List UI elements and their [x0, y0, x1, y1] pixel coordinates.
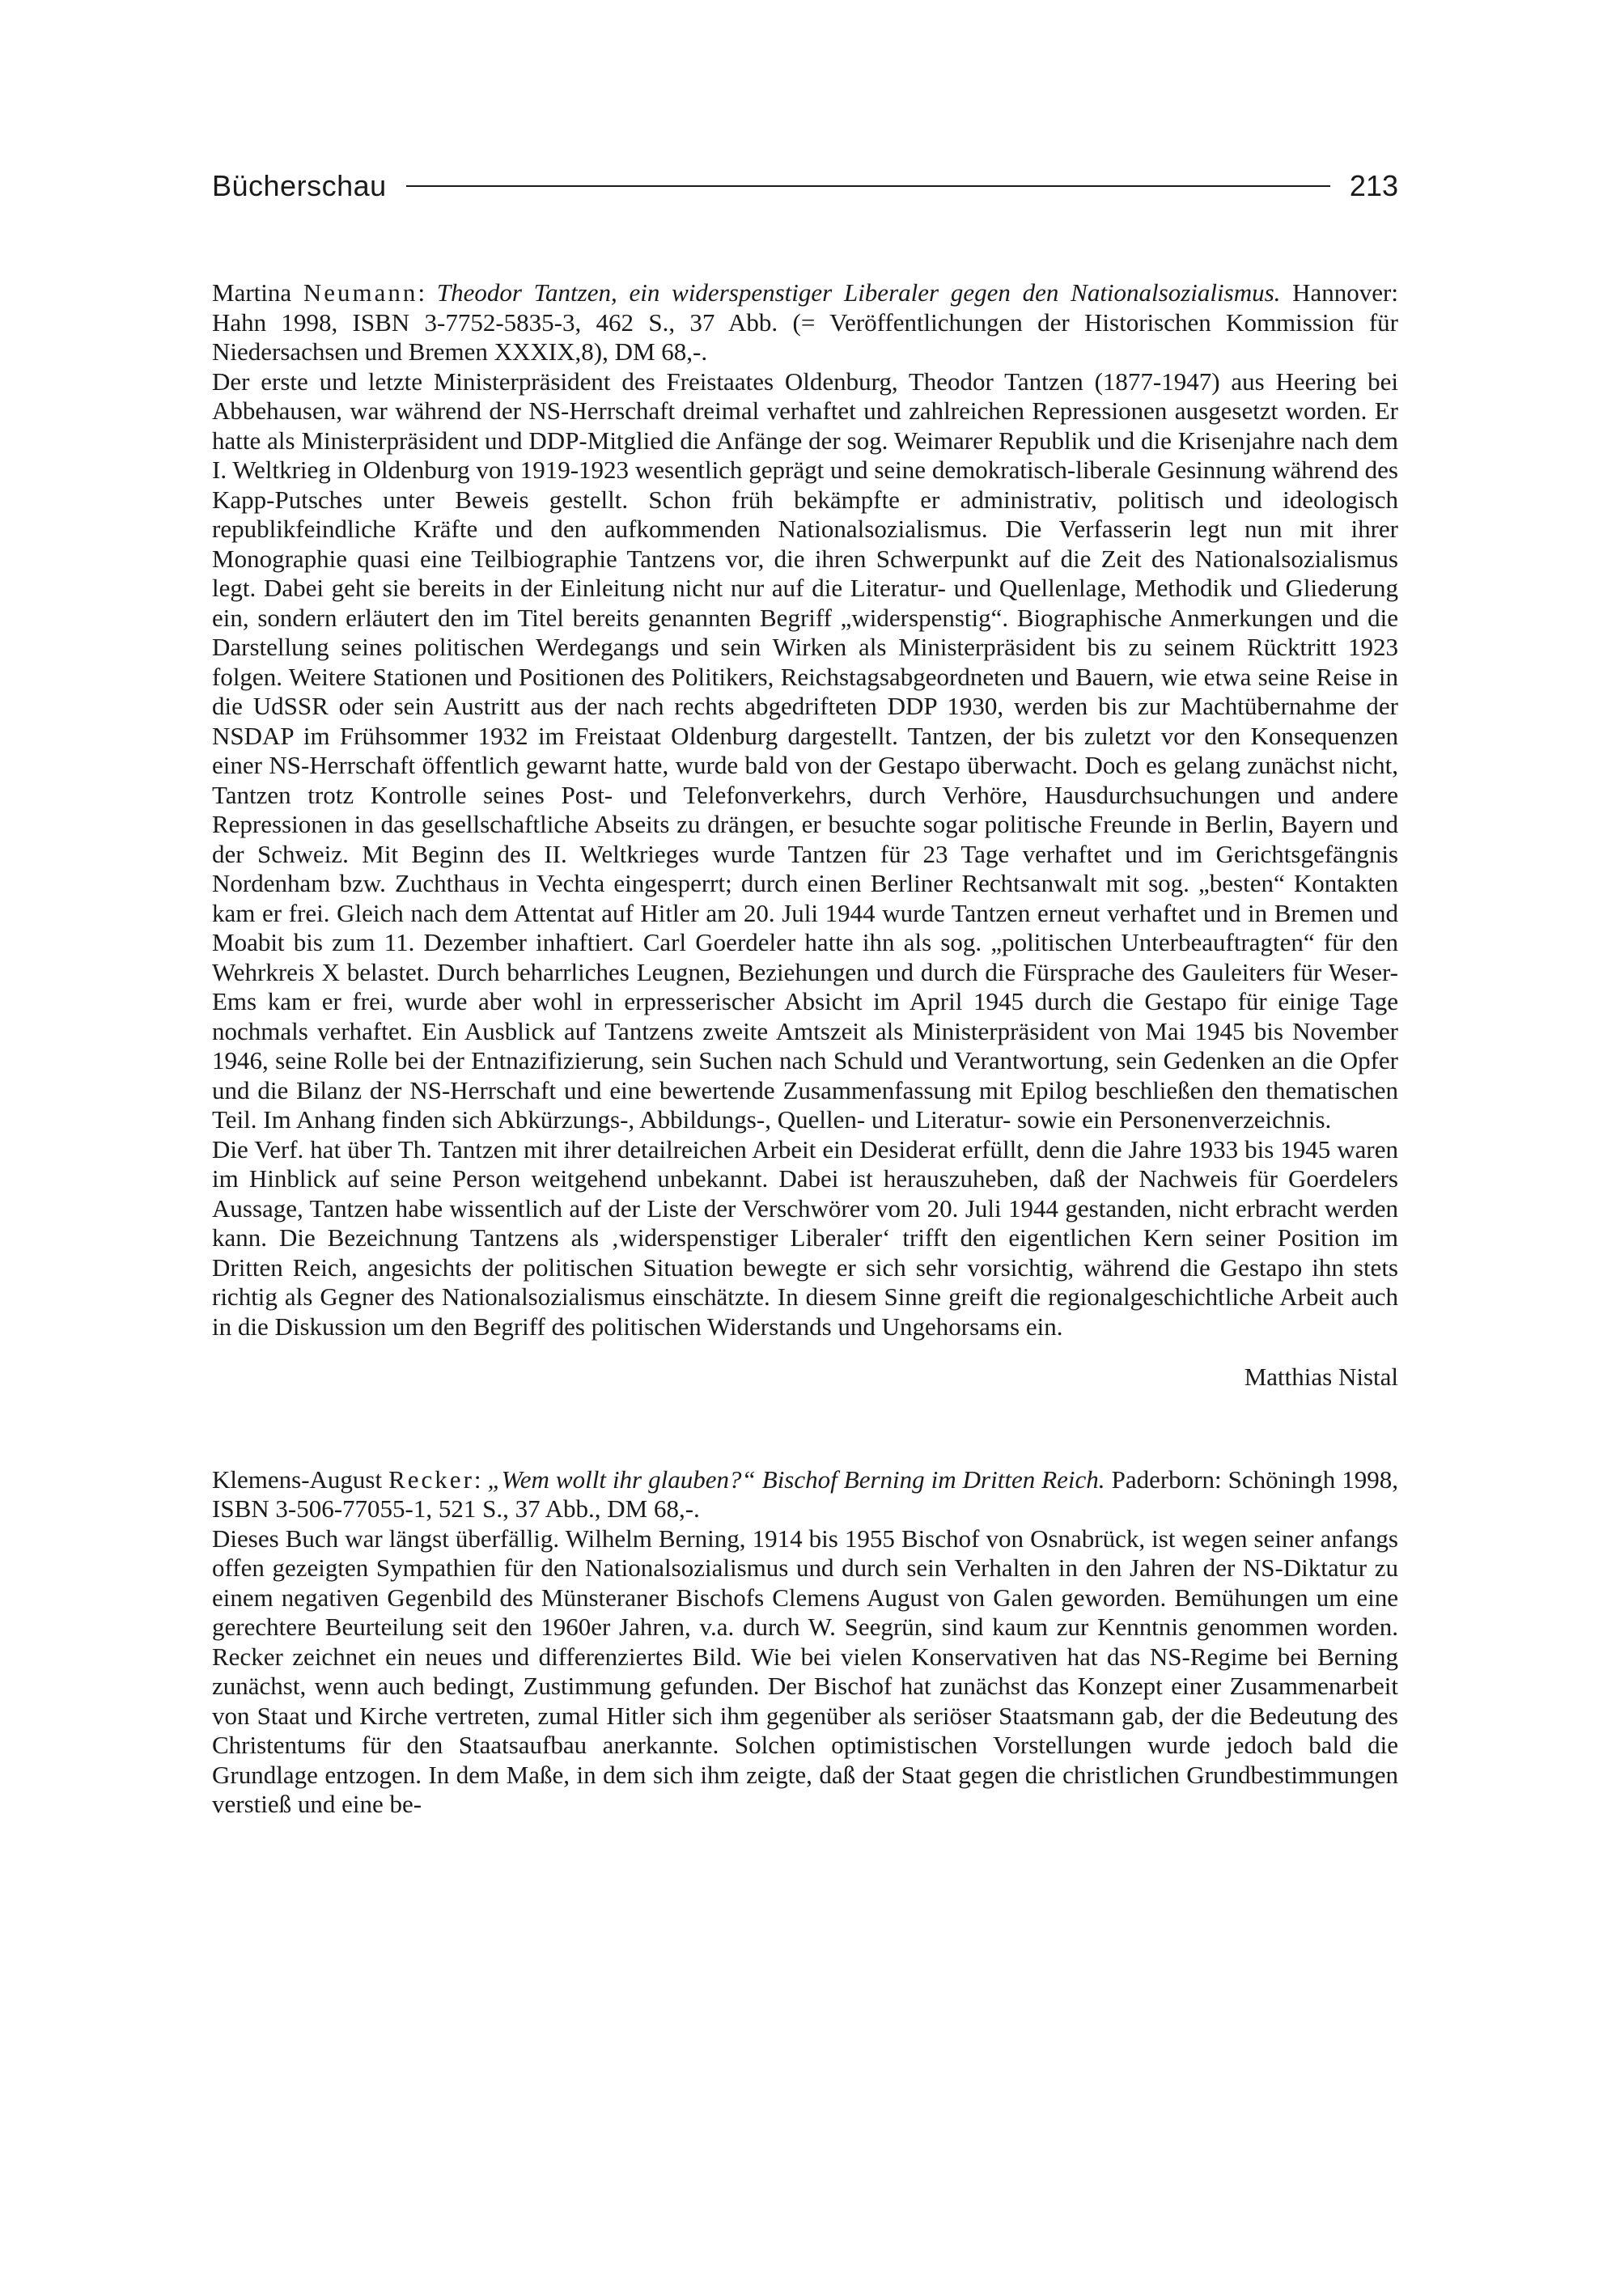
review-citation: Klemens-August Recker: „Wem wollt ihr glauben?“ Bischof Berning im Dritten Reich. Paderborn: Schöningh 1998, ISBN 3-506-77055-1, 521 S., 37 Abb., DM 68,-.: [212, 1464, 1398, 1523]
review-publication: Hannover: Hahn 1998, ISBN 3-7752-5835-3, 462 S., 37 Abb. (= Veröffentlichungen der Historischen Kommission für Niedersachsen und Bremen XXXIX,8), DM 68,-.: [212, 278, 1398, 366]
review-paragraph: Dieses Buch war längst überfällig. Wilhelm Berning, 1914 bis 1955 Bischof von Osnabrück, ist wegen seiner anfangs offen gezeigten Sympathien für den Nationalsozialismus und durch sein Verhalten in den Jahren der NS-Diktatur zu einem negativen Gegenbild des Münsteraner Bischofs Clemens August von Galen geworden. Bemühungen um eine gerechtere Beurteilung seit den 1960er Jahren, v.a. durch W. Seegrün, sind kaum zur Kenntnis genommen worden. Recker zeichnet ein neues und differenziertes Bild. Wie bei vielen Konservativen hat das NS-Regime bei Berning zunächst, wenn auch bedingt, Zustimmung gefunden. Der Bischof hat zunächst das Konzept einer Zusammenarbeit von Staat und Kirche vertreten, zumal Hitler sich ihm gegenüber als seriöser Staatsmann gab, der die Bedeutung des Christentums für den Staatsaufbau anerkannte. Solchen optimistischen Vorstellungen wurde jedoch bald die Grundlage entzogen. In dem Maße, in dem sich ihm zeigte, daß der Staat gegen die christlichen Grundbestimmungen verstieß und eine be-: [212, 1524, 1398, 1818]
page-number: 213: [1349, 169, 1398, 202]
review-author-first: Klemens-August: [212, 1464, 383, 1494]
review-citation: Martina Neumann: Theodor Tantzen, ein widerspenstiger Liberaler gegen den Nationalsozialismus. Hannover: Hahn 1998, ISBN 3-7752-5835-3, 462 S., 37 Abb. (= Veröffentlichungen der Historischen Kommission für Niedersachsen und Bremen XXXIX,8), DM 68,-.: [212, 278, 1398, 366]
review-paragraph: Die Verf. hat über Th. Tantzen mit ihrer detailreichen Arbeit ein Desiderat erfüllt, denn die Jahre 1933 bis 1945 waren im Hinblick auf seine Person weitgehend unbekannt. Dabei ist herauszuheben, daß der Nachweis für Goerdelers Aussage, Tantzen habe wissentlich auf der Liste der Verschwörer vom 20. Juli 1944 gestanden, nicht erbracht werden kann. Die Bezeichnung Tantzens als ‚widerspenstiger Liberaler‘ trifft den eigentlichen Kern seiner Position im Dritten Reich, angesichts der politischen Situation bewegte er sich sehr vorsichtig, während die Gestapo ihn stets richtig als Gegner des Nationalsozialismus einschätzte. In diesem Sinne greift die regionalgeschichtliche Arbeit auch in die Diskussion um den Begriff des politischen Widerstands und Ungehorsams ein.: [212, 1134, 1398, 1341]
review-book-title: „Wem wollt ihr glauben?“ Bischof Berning im Dritten Reich.: [487, 1464, 1105, 1494]
review-paragraph: Der erste und letzte Ministerpräsident des Freistaates Oldenburg, Theodor Tantzen (1877-1947) aus Heering bei Abbehausen, war während der NS-Herrschaft dreimal verhaftet und zahlreichen Repressionen ausgesetzt worden. Er hatte als Ministerpräsident und DDP-Mitglied die Anfänge der sog. Weimarer Republik und die Krisenjahre nach dem I. Weltkrieg in Oldenburg von 1919-1923 wesentlich geprägt und seine demokratisch-liberale Gesinnung während des Kapp-Putsches unter Beweis gestellt. Schon früh bekämpfte er administrativ, politisch und ideologisch republikfeindliche Kräfte und den aufkommenden Nationalsozialismus. Die Verfasserin legt nun mit ihrer Monographie quasi eine Teilbiographie Tantzens vor, die ihren Schwerpunkt auf die Zeit des Nationalsozialismus legt. Dabei geht sie bereits in der Einleitung nicht nur auf die Literatur- und Quellenlage, Methodik und Gliederung ein, sondern erläutert den im Titel bereits genannten Begriff „widerspenstig“. Biographische Anmerkungen und die Darstellung seines politischen Werdegangs und sein Wirken als Ministerpräsident bis zu seinem Rücktritt 1923 folgen. Weitere Stationen und Positionen des Politikers, Reichstagsabgeordneten und Bauern, wie etwa seine Reise in die UdSSR oder sein Austritt aus der nach rechts abgedrifteten DDP 1930, werden bis zur Machtübernahme der NSDAP im Frühsommer 1932 im Freistaat Oldenburg dargestellt. Tantzen, der bis zuletzt vor den Konsequenzen einer NS-Herrschaft öffentlich gewarnt hatte, wurde bald von der Gestapo überwacht. Doch es gelang zunächst nicht, Tantzen trotz Kontrolle seines Post- und Telefonverkehrs, durch Verhöre, Hausdurchsuchungen und andere Repressionen in das gesellschaftliche Abseits zu drängen, er besuchte sogar politische Freunde in Berlin, Bayern und der Schweiz. Mit Beginn des II. Weltkrieges wurde Tantzen für 23 Tage verhaftet und im Gerichtsgefängnis Nordenham bzw. Zuchthaus in Vechta eingesperrt; durch einen Berliner Rechtsanwalt mit sog. „besten“ Kontakten kam er frei. Gleich nach dem Attentat auf Hitler am 20. Juli 1944 wurde Tantzen erneut verhaftet und in Bremen und Moabit bis zum 11. Dezember inhaftiert. Carl Goerdeler hatte ihn als sog. „politischen Unterbeauftragten“ für den Wehrkreis X belastet. Durch beharrliches Leugnen, Beziehungen und durch die Fürsprache des Gauleiters für Weser-Ems kam er frei, wurde aber wohl in erpresserischer Absicht im April 1945 durch die Gestapo für einige Tage nochmals verhaftet. Ein Ausblick auf Tantzens zweite Amtszeit als Ministerpräsident von Mai 1945 bis November 1946, seine Rolle bei der Entnazifizierung, sein Suchen nach Schuld und Verantwortung, sein Gedenken an die Opfer und die Bilanz der NS-Herrschaft und eine bewertende Zusammenfassung mit Epilog beschließen den thematischen Teil. Im Anhang finden sich Abkürzungs-, Abbildungs-, Quellen- und Literatur- sowie ein Personenverzeichnis.: [212, 367, 1398, 1134]
review-author-last: Neumann: [303, 278, 418, 307]
review-book-title: Theodor Tantzen, ein widerspenstiger Liberaler gegen den Nationalsozialismus.: [436, 278, 1281, 307]
running-head-rule: [406, 185, 1330, 187]
reviewer-name: Matthias Nistal: [1244, 1363, 1398, 1391]
running-head-title: Bücherschau: [212, 169, 387, 202]
running-head: [212, 162, 1398, 210]
review-publication: Paderborn: Schöningh 1998, ISBN 3-506-77055-1, 521 S., 37 Abb., DM 68,-.: [212, 1464, 1398, 1523]
review-author-first: Martina: [212, 278, 292, 307]
review-author-last: Recker: [388, 1464, 474, 1494]
review-berning: [212, 1465, 1398, 1820]
page: [212, 162, 1398, 1820]
review-tantzen: [212, 278, 1398, 1392]
